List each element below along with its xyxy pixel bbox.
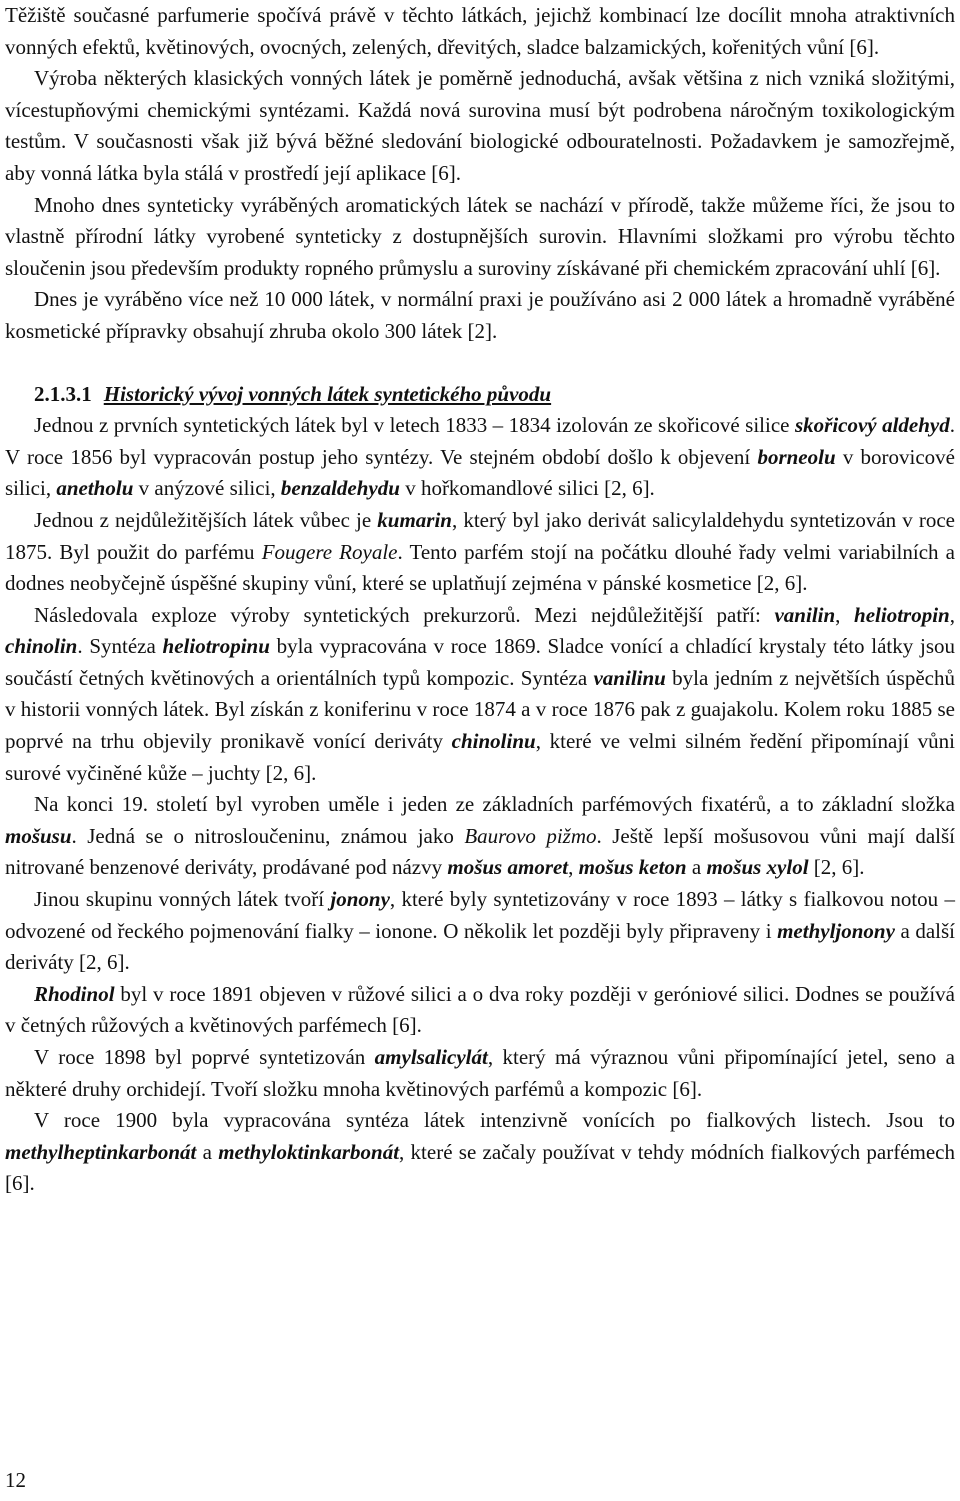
term: benzaldehydu bbox=[280, 476, 400, 501]
text-span: . V roce 1856 byl vypracován postup jeho syntézy. Ve stejném období došlo k objevení bbox=[5, 413, 955, 469]
text-span: v hořkomandlové silici [2, 6]. bbox=[399, 476, 655, 501]
compound-name: Baurovo pižmo bbox=[464, 823, 597, 848]
text-span: V roce 1898 byl poprvé syntetizován bbox=[34, 1045, 375, 1069]
term: chinolin bbox=[5, 634, 78, 659]
paragraph-precursors bbox=[5, 600, 955, 790]
text-span: byl v roce 1891 objeven v růžové silici a o dva roky později v geróniové silici. Dodnes se používá v četných růžových a květinových parfémech [6]. bbox=[5, 981, 955, 1038]
text-span: . Tento parfém stojí na počátku dlouhé řady velmi variabilních a dodnes neobyčejně úspěšné skupiny vůní, které se uplatňují zejména v pánské kosmetice [2, 6]. bbox=[5, 539, 955, 596]
text-span: a další deriváty [2, 6]. bbox=[5, 918, 955, 975]
text-span: v anýzové silici, bbox=[133, 476, 281, 501]
term: heliotropinu bbox=[162, 634, 270, 659]
text-span: a bbox=[686, 855, 707, 880]
term: heliotropin bbox=[854, 602, 950, 627]
text-span: , bbox=[835, 602, 855, 627]
intro-paragraph-2: Výroba některých klasických vonných látek je poměrně jednoduchá, avšak většina z nich vzniká složitými, vícestupňovými chemickými syntézami. Každá nová surovina musí být podrobena náročným toxikologickým testům. V současnosti však již bývá běžné sledování biologické odbouratelnosti. Požadavkem je samozřejmě, aby vonná látka byla stálá v prostředí její aplikace [6]. bbox=[5, 66, 955, 185]
paragraph-cinnamaldehyde bbox=[5, 410, 955, 505]
text-span: byla vypracována v roce 1869. Sladce vonící a chladící krystaly této látky jsou součástí četných květinových a orientálních typů kompozic. Syntéza bbox=[5, 634, 955, 690]
term: anetholu bbox=[56, 476, 134, 501]
text-span: , které se začaly používat v tehdy módních fialkových parfémech [6]. bbox=[5, 1139, 955, 1196]
term: borneolu bbox=[757, 444, 836, 469]
section-number: 2.1.3.1 bbox=[34, 381, 92, 406]
text-span: Jinou skupinu vonných látek tvoří bbox=[34, 887, 331, 912]
text-span: v borovicové silici, bbox=[5, 444, 955, 501]
perfume-name: Fougere Royale bbox=[261, 539, 398, 564]
term: mošus xylol bbox=[706, 855, 809, 880]
term: Rhodinol bbox=[34, 981, 115, 1006]
text-span: . Ještě lepší mošusovou vůni mají další nitrované benzenové deriváty, prodávané pod názvy bbox=[5, 823, 955, 880]
term: skořicový aldehyd bbox=[794, 413, 950, 438]
text-span: Jednou z nejdůležitějších látek vůbec je bbox=[34, 507, 378, 532]
term: jonony bbox=[330, 887, 390, 912]
intro-paragraph-3: Mnoho dnes synteticky vyráběných aromatických látek se nachází v přírodě, takže můžeme říci, že jsou to vlastně přírodní látky vyrobené synteticky z dostupnějších surovin. Hlavními složkami pro výrobu těchto sloučenin jsou především produkty ropného průmyslu a suroviny získávané při chemickém zpracování uhlí [6]. bbox=[5, 192, 955, 280]
text-span: a bbox=[196, 1139, 219, 1164]
text-span: , který byl jako derivát salicylaldehydu syntetizován v roce 1875. Byl použit do parfému bbox=[5, 507, 955, 564]
document-page bbox=[5, 0, 955, 1200]
text-span: , které ve velmi silném ředění připomínají vůni surové vyčiněné kůže – juchty [2, 6]. bbox=[5, 729, 955, 785]
text-span: . Syntéza bbox=[77, 634, 163, 659]
paragraph-coumarin bbox=[5, 505, 955, 600]
term: kumarin bbox=[377, 507, 452, 532]
text-span: Na konci 19. století byl vyroben uměle i jeden ze základních parfémových fixatérů, a to základní složka bbox=[34, 792, 955, 817]
paragraph-rhodinol bbox=[5, 979, 955, 1042]
text-span: , bbox=[949, 602, 955, 627]
paragraph-musk bbox=[5, 789, 955, 884]
term: methyljonony bbox=[777, 918, 895, 943]
paragraph-amylsalicylate bbox=[5, 1042, 955, 1105]
text-span: [2, 6]. bbox=[808, 855, 865, 880]
term: chinolinu bbox=[451, 729, 536, 754]
intro-paragraph-4: Dnes je vyráběno více než 10 000 látek, v normální praxi je používáno asi 2 000 látek a hromadně vyráběné kosmetické přípravky obsahují zhruba okolo 300 látek [2]. bbox=[5, 287, 955, 343]
text-span: , které byly syntetizovány v roce 1893 – látky s fialkovou notou – odvozené od řeckého pojmenování fialky – ionone. O několik let později byly připraveny i bbox=[5, 887, 955, 943]
term: vanilin bbox=[774, 602, 836, 627]
term: methylheptinkarbonát bbox=[5, 1139, 197, 1164]
intro-paragraph-1: Těžiště současné parfumerie spočívá právě v těchto látkách, jejichž kombinací lze docílit mnoha atraktivních vonných efektů, květinových, ovocných, zelených, dřevitých, sladce balzamických, kořenitých vůní [6]. bbox=[5, 3, 955, 59]
paragraph-violet-leaf bbox=[5, 1105, 955, 1200]
term: amylsalicylát bbox=[374, 1045, 488, 1069]
text-span: . Jedná se o nitrosloučeninu, známou jako bbox=[71, 823, 465, 848]
text-span: , bbox=[568, 855, 579, 880]
paragraph-ionones bbox=[5, 884, 955, 979]
term: methyloktinkarbonát bbox=[218, 1139, 400, 1164]
section-heading bbox=[5, 379, 955, 411]
text-span: V roce 1900 byla vypracována syntéza látek intenzivně vonících po fialkových listech. Jsou to bbox=[34, 1108, 955, 1133]
section-title: Historický vývoj vonných látek syntetického původu bbox=[103, 381, 552, 406]
term: mošus amoret bbox=[447, 855, 569, 880]
term: vanilinu bbox=[593, 665, 666, 690]
term: mošus keton bbox=[578, 855, 687, 880]
text-span: , který má výraznou vůni připomínající jetel, seno a některé druhy orchidejí. Tvoří složku mnoha květinových parfémů a kompozic [6]. bbox=[5, 1045, 955, 1101]
term: mošusu bbox=[5, 823, 72, 848]
text-span: Jednou z prvních syntetických látek byl v letech 1833 – 1834 izolován ze skořicové silice bbox=[34, 413, 795, 438]
text-span: byla jedním z největších úspěchů v historii vonných látek. Byl získán z koniferinu v roce 1874 a v roce 1876 pak z guajakolu. Kolem roku 1885 se poprvé na trhu objevily pronikavě vonící deriváty bbox=[5, 665, 956, 754]
page-number: 12 bbox=[5, 1468, 26, 1492]
text-span: Následovala exploze výroby syntetických prekurzorů. Mezi nejdůležitější patří: bbox=[34, 602, 775, 627]
